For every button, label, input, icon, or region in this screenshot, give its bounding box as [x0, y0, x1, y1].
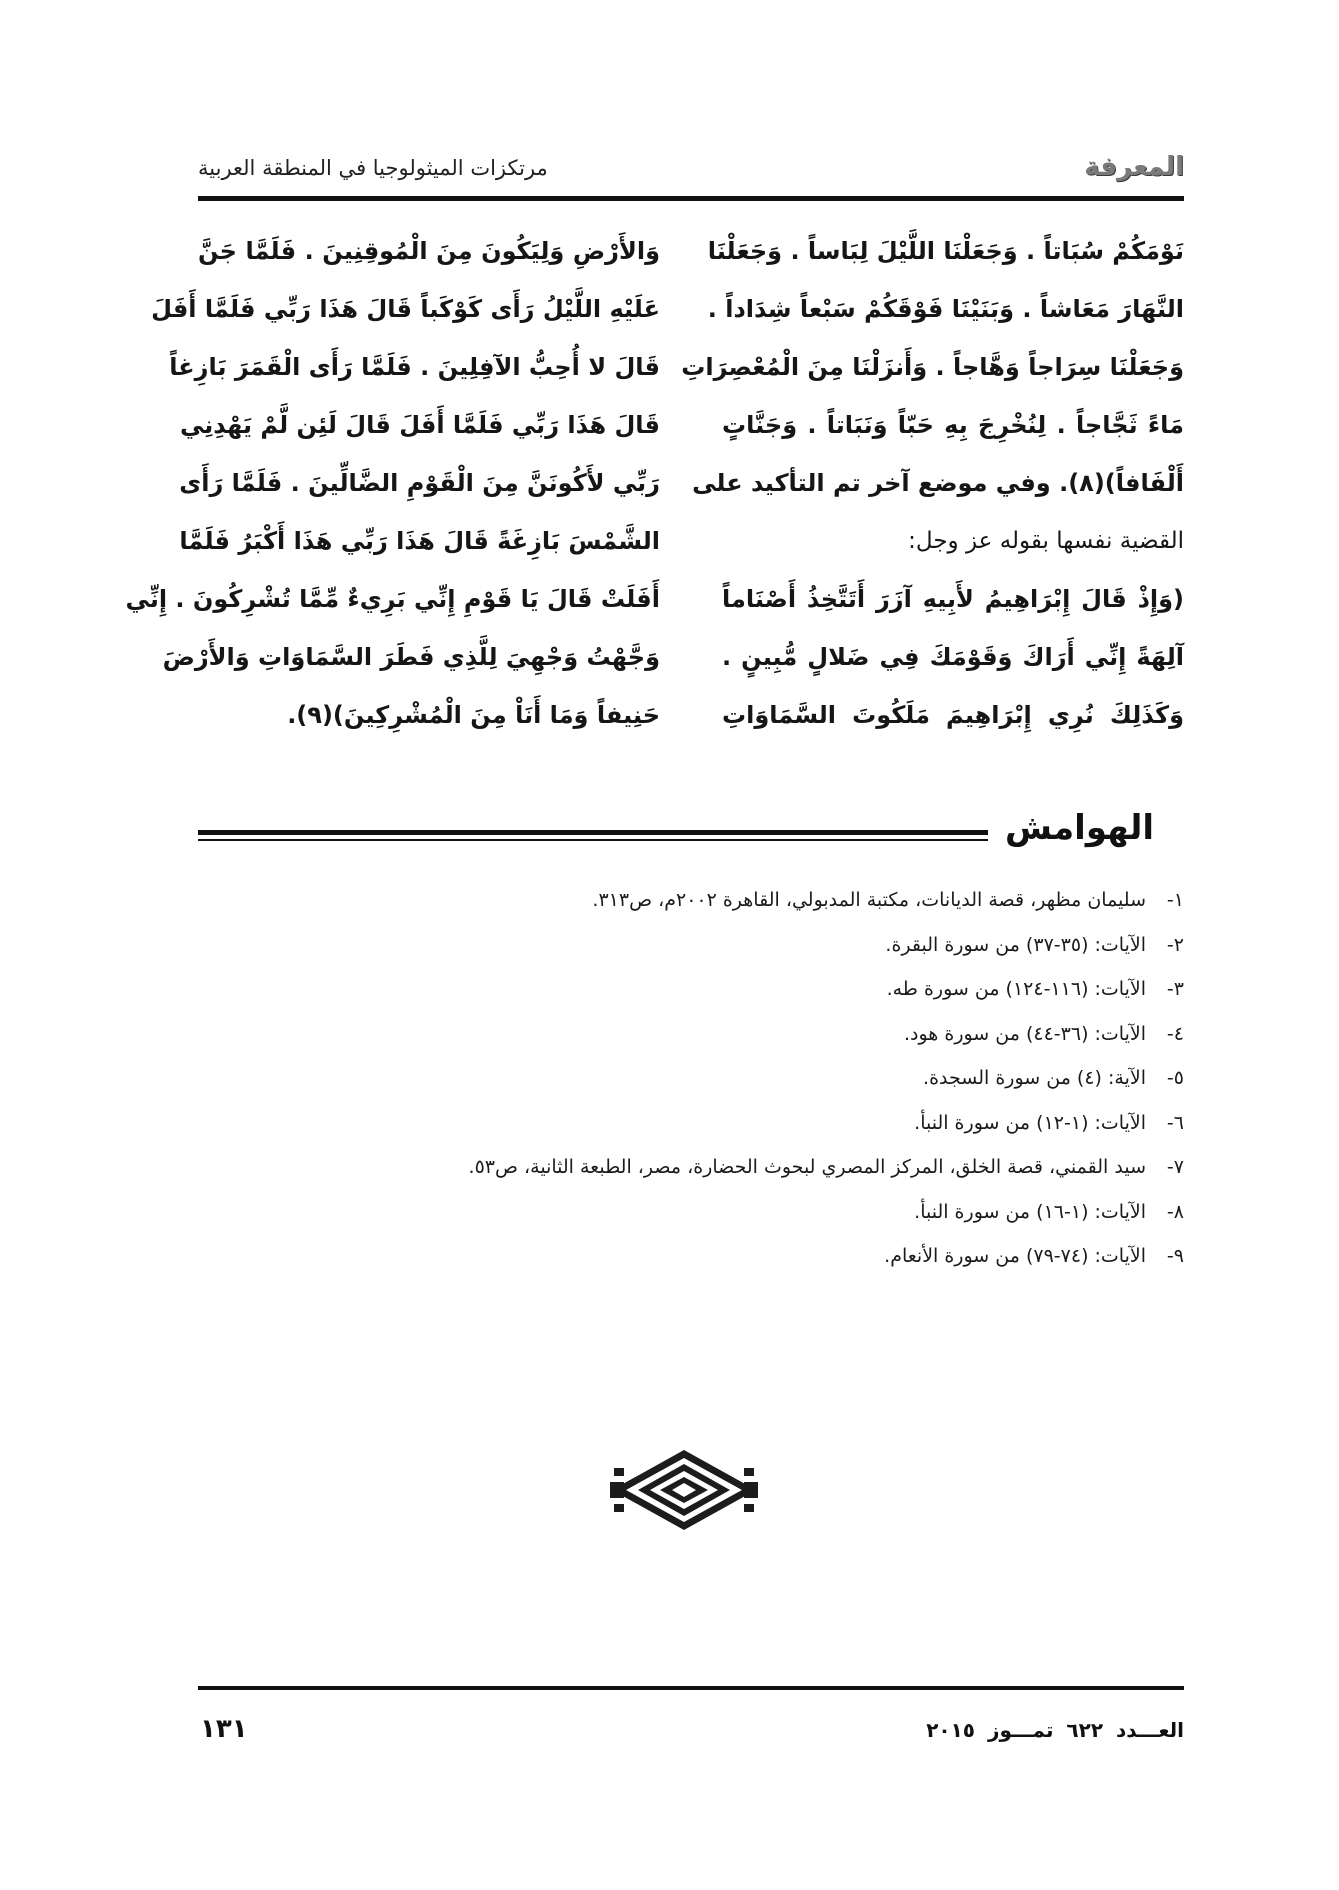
footnote-text: الآيات: (١-١٦) من سورة النبأ. [914, 1200, 1146, 1223]
text-line: قَالَ هَذَا رَبِّي فَلَمَّا أَفَلَ قَالَ لَئِن لَّمْ يَهْدِنِي [179, 411, 660, 439]
notes-heading-rule [198, 830, 988, 841]
text-line: وَجَعَلْنَا سِرَاجاً وَهَّاجاً . وَأَنزَلْنَا مِنَ الْمُعْصِرَاتِ [681, 353, 1184, 381]
footnote-text: الآية: (٤) من سورة السجدة. [923, 1067, 1146, 1089]
text-line: الشَّمْسَ بَازِغَةً قَالَ هَذَا رَبِّي هَذَا أَكْبَرُ فَلَمَّا [179, 527, 660, 555]
concentric-diamond-ornament-icon [610, 1448, 758, 1532]
text-line: قَالَ لا أُحِبُّ الآفِلِينَ . فَلَمَّا رَأَى الْقَمَرَ بَازِغاً [169, 353, 660, 381]
footnote-item [198, 1234, 1184, 1279]
footnote-item [198, 878, 1184, 923]
footnote-number: ١- [1166, 889, 1184, 911]
text-line: وَالأَرْضِ وَلِيَكُونَ مِنَ الْمُوقِنِينَ . فَلَمَّا جَنَّ [198, 237, 660, 265]
issue-info: العـــدد ٦٢٢ تمـــوز ٢٠١٥ [926, 1718, 1184, 1742]
text-line: نَوْمَكُمْ سُبَاتاً . وَجَعَلْنَا اللَّيْلَ لِبَاساً . وَجَعَلْنَا [707, 237, 1184, 265]
footnote-text: الآيات: (١-١٢) من سورة النبأ. [914, 1111, 1146, 1134]
footnote-text: سيد القمني، قصة الخلق، المركز المصري لبحوث الحضارة، مصر، الطبعة الثانية، ص٥٣. [468, 1156, 1146, 1178]
text-line: القضية نفسها بقوله عز وجل: [908, 528, 1184, 554]
footnote-item [198, 1012, 1184, 1057]
text-line: رَبِّي لأَكُونَنَّ مِنَ الْقَوْمِ الضَّالِّينَ . فَلَمَّا رَأَى [179, 469, 660, 497]
page-header [198, 148, 1184, 198]
footnote-item [198, 1190, 1184, 1235]
text-line: أَفَلَتْ قَالَ يَا قَوْمِ إِنِّي بَرِيءٌ مِّمَّا تُشْرِكُونَ . إِنِّي [125, 585, 660, 613]
text-line: (وَإِذْ قَالَ إِبْرَاهِيمُ لأَبِيهِ آزَرَ أَتَتَّخِذُ أَصْنَاماً [722, 585, 1184, 613]
footnotes-list [198, 878, 1184, 1279]
text-line: أَلْفَافاً)(٨). وفي موضع آخر تم التأكيد على [692, 469, 1184, 497]
footnote-item [198, 923, 1184, 968]
footnote-number: ٤- [1166, 1022, 1184, 1045]
footnote-text: سليمان مظهر، قصة الديانات، مكتبة المدبولي، القاهرة ٢٠٠٢م، ص٣١٣. [592, 889, 1146, 911]
text-line: النَّهَارَ مَعَاشاً . وَبَنَيْنَا فَوْقَكُمْ سَبْعاً شِدَاداً . [707, 295, 1184, 323]
page-number: ١٣١ [200, 1714, 248, 1744]
footnote-number: ٦- [1166, 1111, 1184, 1134]
footnote-item [198, 1101, 1184, 1146]
footnote-text: الآيات: (٣٦-٤٤) من سورة هود. [903, 1022, 1146, 1045]
footnote-text: الآيات: (٧٤-٧٩) من سورة الأنعام. [884, 1245, 1146, 1267]
notes-title: الهوامش [1005, 808, 1154, 848]
text-line: وَجَّهْتُ وَجْهِيَ لِلَّذِي فَطَرَ السَّمَاوَاتِ وَالأَرْضَ [162, 643, 660, 671]
text-line: مَاءً ثَجَّاجاً . لِنُخْرِجَ بِهِ حَبّاً وَنَبَاتاً . وَجَنَّاتٍ [722, 411, 1184, 439]
footnote-number: ٥- [1166, 1067, 1184, 1089]
header-rule [198, 196, 1184, 201]
footnote-number: ٢- [1166, 933, 1184, 956]
text-column-left [125, 222, 660, 744]
text-line: عَلَيْهِ اللَّيْلُ رَأَى كَوْكَباً قَالَ هَذَا رَبِّي فَلَمَّا أَفَلَ [151, 295, 660, 323]
text-line: حَنِيفاً وَمَا أَنَاْ مِنَ الْمُشْرِكِينَ)(٩). [287, 701, 660, 729]
footer-rule [198, 1686, 1184, 1690]
footnote-number: ٣- [1166, 978, 1184, 1000]
footnote-number: ٩- [1166, 1245, 1184, 1267]
footnote-item [198, 1145, 1184, 1190]
text-line: آلِهَةً إِنِّي أَرَاكَ وَقَوْمَكَ فِي ضَلالٍ مُّبِينٍ . [722, 643, 1184, 671]
text-column-right [681, 222, 1184, 744]
notes-heading [198, 808, 1184, 860]
running-title: مرتكزات الميثولوجيا في المنطقة العربية [198, 156, 548, 180]
footnote-item [198, 1056, 1184, 1101]
footnote-number: ٨- [1166, 1200, 1184, 1223]
footnote-number: ٧- [1166, 1156, 1184, 1178]
magazine-logo: المعرفة [1084, 152, 1184, 182]
footnote-text: الآيات: (٣٥-٣٧) من سورة البقرة. [885, 933, 1146, 956]
footnote-text: الآيات: (١١٦-١٢٤) من سورة طه. [886, 978, 1146, 1000]
footnote-item [198, 967, 1184, 1012]
text-line: وَكَذَلِكَ نُرِي إِبْرَاهِيمَ مَلَكُوتَ السَّمَاوَاتِ [722, 701, 1184, 729]
